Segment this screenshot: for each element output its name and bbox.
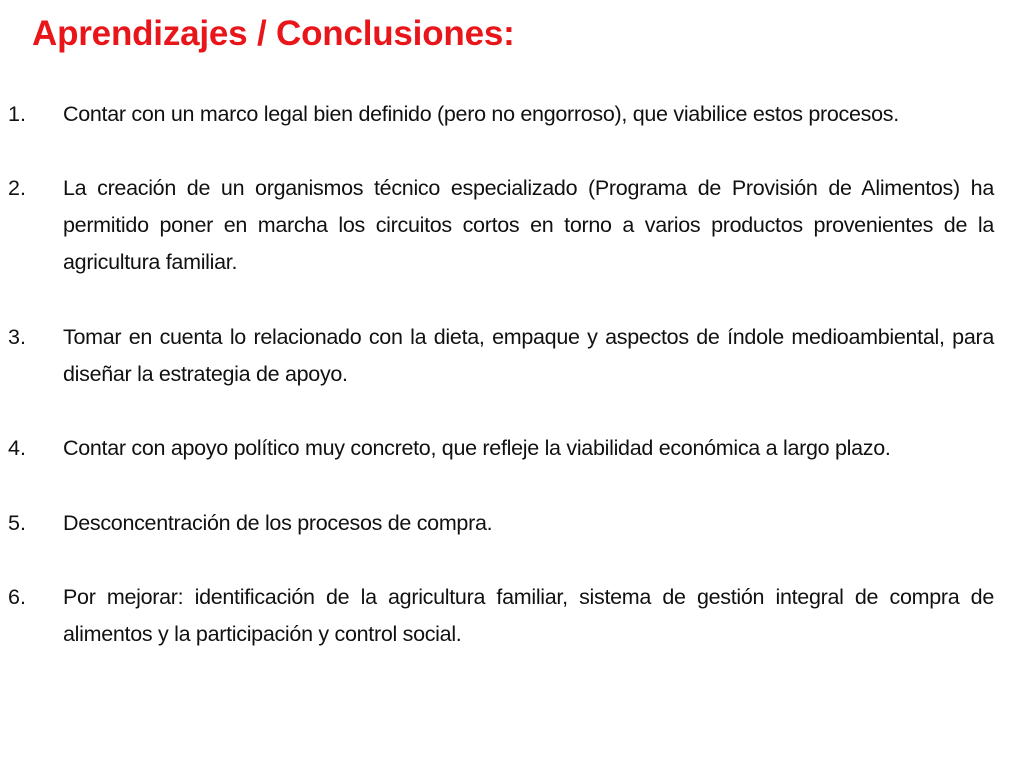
item-number: 1. <box>8 102 26 126</box>
item-text: Por mejorar: identificación de la agricultura familiar, sistema de gestión integral de compra de alimentos y la participación y control social. <box>63 585 994 646</box>
item-number: 4. <box>8 436 26 460</box>
item-number: 2. <box>8 176 26 200</box>
item-text: La creación de un organismos técnico especializado (Programa de Provisión de Alimentos) ha permitido poner en marcha los circuitos cortos en torno a varios productos provenientes de la agricultura familiar. <box>63 176 994 274</box>
list-item-1 <box>8 96 994 133</box>
list-item-3 <box>8 319 994 393</box>
item-number: 5. <box>8 511 26 535</box>
list-item-4 <box>8 430 994 467</box>
conclusions-list <box>8 96 994 653</box>
item-text: Desconcentración de los procesos de compra. <box>63 511 493 535</box>
list-item-6 <box>8 579 994 653</box>
item-number: 3. <box>8 325 26 349</box>
list-item-2 <box>8 170 994 281</box>
item-number: 6. <box>8 585 26 609</box>
item-text: Contar con un marco legal bien definido (pero no engorroso), que viabilice estos procesos. <box>63 102 899 126</box>
list-item-5 <box>8 505 994 542</box>
item-text: Contar con apoyo político muy concreto, que refleje la viabilidad económica a largo plazo. <box>63 436 891 460</box>
item-text: Tomar en cuenta lo relacionado con la dieta, empaque y aspectos de índole medioambiental, para diseñar la estrategia de apoyo. <box>63 325 994 386</box>
slide-title: Aprendizajes / Conclusiones: <box>32 14 515 53</box>
